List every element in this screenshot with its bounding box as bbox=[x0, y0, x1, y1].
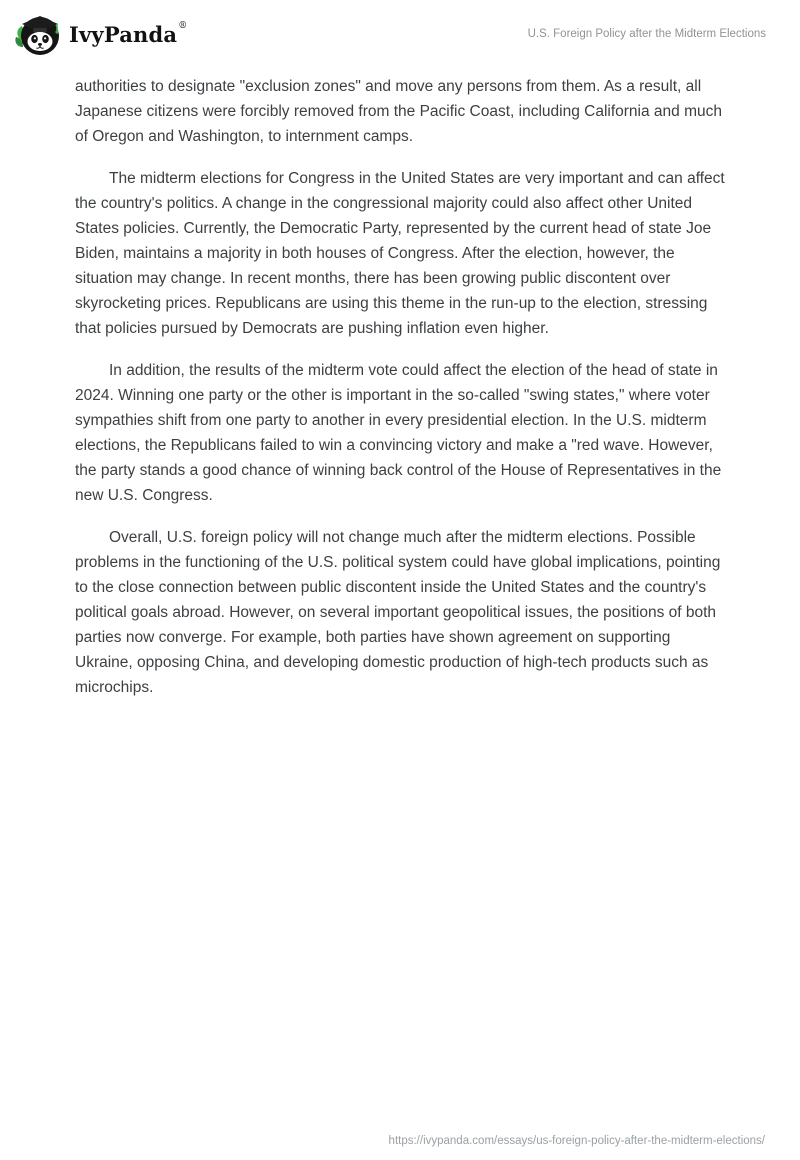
article-body bbox=[0, 60, 800, 700]
paragraph: The midterm elections for Congress in the United States are very important and can affect the country's politics. A change in the congressional majority could also affect other United States policies. Currently, the Democratic Party, represented by the current head of state Joe Biden, maintains a majority in both houses of Congress. After the election, however, the situation may change. In recent months, there has been growing public discontent over skyrocketing prices. Republicans are using this theme in the run-up to the election, stressing that policies pursued by Democrats are pushing inflation even higher. bbox=[75, 170, 725, 337]
brand-name-text: IvyPanda bbox=[69, 21, 178, 47]
source-url-link[interactable]: https://ivypanda.com/essays/us-foreign-policy-after-the-midterm-elections/ bbox=[388, 1135, 765, 1147]
ivypanda-logo[interactable] bbox=[14, 11, 186, 57]
brand-wordmark bbox=[69, 22, 186, 47]
registered-trademark-symbol: ® bbox=[178, 21, 188, 32]
paragraph: Overall, U.S. foreign policy will not change much after the midterm elections. Possible problems in the functioning of the U.S. political system could have global implications, pointing to the close connection between public discontent inside the United States and the country's political goals abroad. However, on several important geopolitical issues, the positions of both parties now converge. For example, both parties have shown agreement on supporting Ukraine, opposing China, and developing domestic production of high-tech products such as microchips. bbox=[75, 529, 721, 696]
page-header bbox=[0, 0, 800, 60]
paragraph: In addition, the results of the midterm vote could affect the election of the head of state in 2024. Winning one party or the other is important in the so-called "swing states," where voter sympathies shift from one party to another in every presidential election. In the U.S. midterm elections, the Republicans failed to win a convincing victory and make a "red wave. However, the party stands a good chance of winning back control of the House of Representatives in the new U.S. Congress. bbox=[75, 362, 722, 504]
paragraph: authorities to designate "exclusion zones" and move any persons from them. As a result, all Japanese citizens were forcibly removed from the Pacific Coast, including California and much of Oregon and Washington, to internment camps. bbox=[75, 78, 722, 145]
document-title: U.S. Foreign Policy after the Midterm Elections bbox=[527, 28, 766, 40]
panda-graduation-cap-icon bbox=[14, 11, 60, 57]
